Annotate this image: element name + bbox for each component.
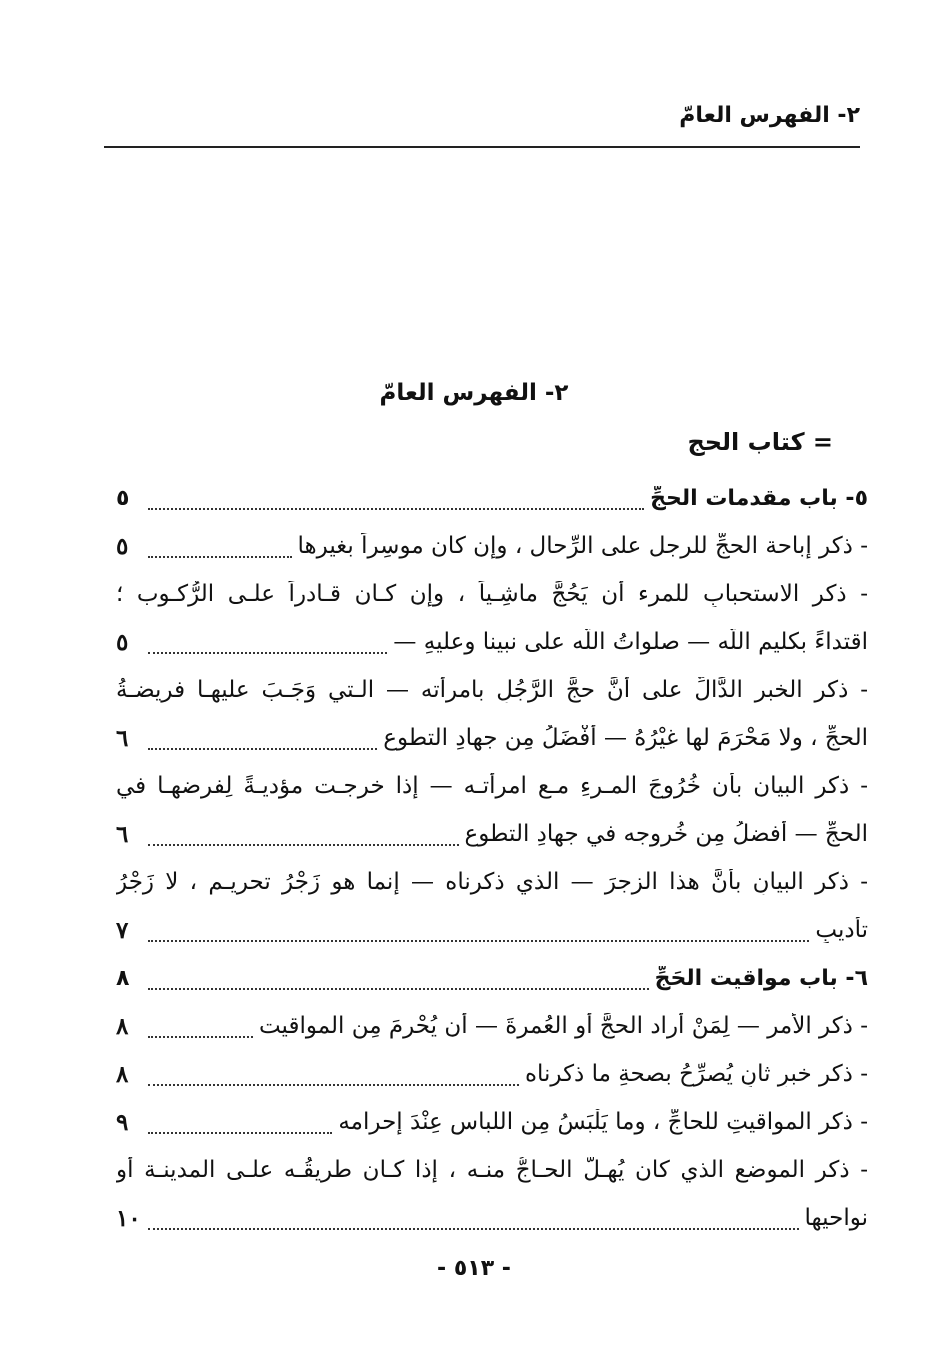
index-entry: [116, 1098, 868, 1146]
dot-leader: [148, 1036, 253, 1038]
index-entry: [116, 618, 868, 666]
dot-leader: [148, 940, 809, 942]
index-entries: [116, 474, 868, 1242]
index-entry: [116, 714, 868, 762]
entry-text: - ذكر الاستحبابِ للمرء أن يَحُجَّ ماشِـياً ، وإن كـان قـادراً علـى الرُّكـوب ؛: [116, 581, 868, 607]
index-entry: [116, 810, 868, 858]
page-number: - ٥١٣ -: [437, 1256, 511, 1281]
dot-leader: [148, 748, 377, 750]
entry-text: - ذكر خبرٍ ثانٍ يُصرِّحُ بصحةِ ما ذكرناه: [524, 1061, 868, 1087]
index-entry: [116, 1002, 868, 1050]
dot-leader: [148, 1132, 332, 1134]
entry-text: - ذكر البيان بأن خُرُوجَ المـرءِ مـع امرأتـه — إذا خرجـت مؤديـةً لِفرضهـا في: [116, 773, 868, 799]
index-entry: [116, 474, 868, 522]
entry-page-number: ٨: [116, 1012, 129, 1040]
entry-page-number: ٨: [116, 1060, 129, 1088]
index-title: ٢- الفهرس العامّ: [379, 380, 569, 406]
index-entry: [116, 522, 868, 570]
entry-page-number: ٦: [116, 820, 129, 848]
index-entry: [116, 570, 868, 618]
dot-leader: [148, 652, 387, 654]
dot-leader: [148, 556, 292, 558]
running-head: ٢- الفهرس العامّ: [679, 103, 860, 128]
entry-text: ٦- باب مواقيت الحَجِّ: [654, 965, 868, 991]
entry-page-number: ١٠: [116, 1204, 141, 1232]
entry-text: - ذكر إباحة الحجِّ للرجل على الرِّحال ، وإن كان موسِراً بغيرها: [297, 533, 868, 559]
index-entry: [116, 1050, 868, 1098]
dot-leader: [148, 988, 649, 990]
dot-leader: [148, 1084, 519, 1086]
entry-page-number: ٥: [116, 485, 130, 511]
entry-text: الحجِّ ، ولا مَحْرَمَ لها غيْرُهُ — أَفْضَلُ مِن جهادِ التطوع: [383, 725, 868, 751]
entry-page-number: ٩: [116, 1108, 129, 1136]
dot-leader: [148, 508, 644, 510]
index-entry: [116, 762, 868, 810]
entry-page-number: ٥: [116, 628, 129, 656]
entry-page-number: ٨: [116, 965, 130, 991]
entry-text: - ذكر الموضعِ الذي كان يُهِـلُّ الحـاجُّ منـه ، إذا كـان طريقُـه علـى المدينـة أو: [116, 1157, 868, 1183]
dot-leader: [148, 1228, 799, 1230]
entry-text: ٥- باب مقدمات الحجِّ: [650, 485, 868, 511]
header-rule: [104, 146, 860, 148]
index-entry: [116, 1146, 868, 1194]
entry-page-number: ٦: [116, 724, 129, 752]
entry-page-number: ٥: [116, 532, 129, 560]
entry-text: - ذكر البيانِ بأنَّ هذا الزجرَ — الذي ذكرناه — إنما هو زَجْرُ تحريـمٍ ، لا زَجْرُ: [116, 869, 868, 895]
index-entry: [116, 906, 868, 954]
entry-text: تأديبٍ: [815, 917, 868, 943]
index-entry: [116, 666, 868, 714]
entry-text: - ذكر الخبرِ الدَّالِّ على أنَّ حجَّ الرَّجُلِ بامرأته — الـتي وَجَـبَ عليهـا فريضـةُ: [116, 677, 868, 703]
index-entry: [116, 954, 868, 1002]
entry-text: الحجِّ — أفضلُ مِن خُروجه في جهادِ التطوع: [464, 821, 868, 847]
index-entry: [116, 858, 868, 906]
entry-page-number: ٧: [116, 916, 129, 944]
dot-leader: [148, 844, 459, 846]
entry-text: نواحيها: [804, 1205, 868, 1231]
entry-text: - ذكر الأمرِ — لِمَنْ أراد الحجَّ أو العُمرةَ — أن يُحْرِمَ مِن المواقيت: [258, 1013, 868, 1039]
entry-text: اقتداءً بكليم اللّه — صلواتُ اللّه على نبينا وعليهِ —: [393, 629, 868, 655]
entry-text: - ذكر المواقيتِ للحاجِّ ، وما يَلْبَسُ مِن اللباس عِنْدَ إحرامه: [338, 1109, 868, 1135]
index-entry: [116, 1194, 868, 1242]
book-title: = كتاب الحج: [687, 428, 833, 456]
